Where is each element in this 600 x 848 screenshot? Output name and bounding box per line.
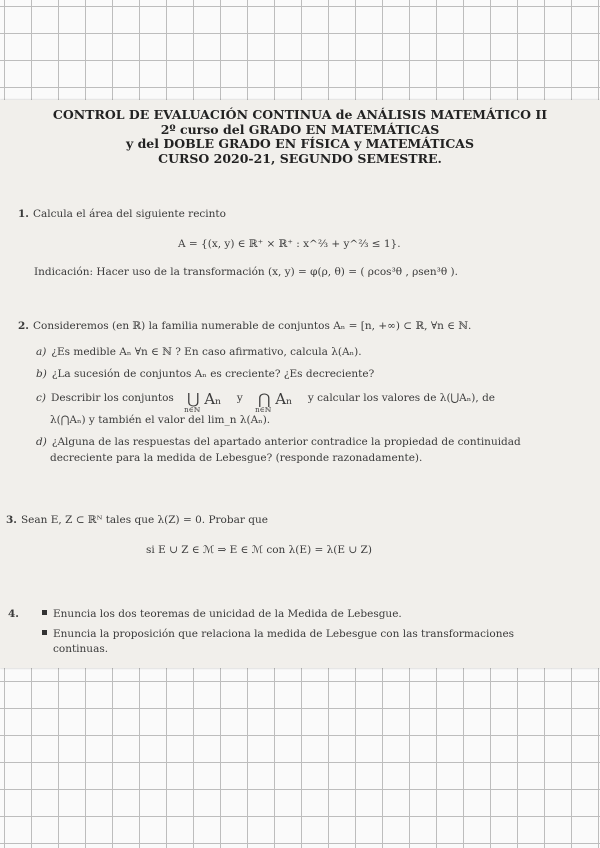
q4-bullet-2-line2: continuas. [53, 643, 109, 655]
part-text: Describir los conjuntos [50, 392, 174, 404]
part-label: a) [36, 346, 47, 358]
part-label: c) [36, 392, 46, 404]
exam-header [0, 108, 600, 166]
q2-part-b [36, 368, 374, 380]
part-text-cont: y calcular los valores de λ(⋃Aₙ), de [307, 392, 495, 404]
q1-hint: Indicación: Hacer uso de la transformación (x, y) = φ(ρ, θ) = ( ρcos³θ , ρsen³θ ). [34, 266, 458, 278]
q2-part-d-line2: decreciente para la medida de Lebesgue? (responde razonadamente). [50, 452, 423, 464]
bullet-icon [42, 630, 47, 635]
bullet-text: Enuncia la proposición que relaciona la medida de Lebesgue con las transformaciones [53, 628, 515, 640]
union-expression: ⋃ Aₙ [187, 390, 222, 408]
intersection-operator [255, 390, 293, 414]
part-label: d) [36, 436, 47, 448]
question-1 [18, 208, 226, 220]
bullet-text: Enuncia los dos teoremas de unicidad de la Medida de Lebesgue. [53, 608, 402, 620]
question-text: Consideremos (en ℝ) la familia numerable de conjuntos Aₙ = [n, +∞) ⊂ ℝ, ∀n ∈ ℕ. [32, 320, 472, 332]
question-2 [18, 320, 471, 332]
question-text: Calcula el área del siguiente recinto [32, 208, 226, 220]
header-title: CONTROL DE EVALUACIÓN CONTINUA de ANÁLISIS MATEMÁTICO II [52, 107, 548, 122]
question-number: 3. [6, 514, 17, 526]
header-year: CURSO 2020-21, SEGUNDO SEMESTRE. [158, 150, 442, 166]
q2-part-c [36, 390, 495, 414]
q1-formula: A = {(x, y) ∈ ℝ⁺ × ℝ⁺ : x^⅔ + y^⅔ ≤ 1}. [178, 238, 401, 250]
part-text: ¿Es medible Aₙ ∀n ∈ ℕ ? En caso afirmativo, calcula λ(Aₙ). [51, 346, 362, 358]
union-operator [184, 390, 222, 414]
q4-bullet-1 [42, 608, 402, 620]
question-number: 1. [18, 208, 29, 220]
header-course: 2º curso del GRADO EN MATEMÁTICAS [160, 121, 440, 137]
question-text: Sean E, Z ⊂ ℝᴺ tales que λ(Z) = 0. Probar que [20, 514, 268, 526]
part-text: ¿Alguna de las respuestas del apartado anterior contradice la propiedad de continuidad [51, 436, 521, 448]
q4-bullet-2 [42, 628, 514, 640]
q2-part-d [36, 436, 521, 448]
part-label: b) [36, 368, 47, 380]
question-number: 2. [18, 320, 29, 332]
intersection-index: n∈ℕ [255, 406, 272, 414]
q2-part-a [36, 346, 362, 358]
conjunction: y [236, 392, 243, 404]
header-degree: y del DOBLE GRADO EN FÍSICA y MATEMÁTICAS [125, 136, 475, 151]
question-3 [6, 514, 268, 526]
q3-formula: si E ∪ Z ∈ ℳ ⇒ E ∈ ℳ con λ(E) = λ(E ∪ Z) [146, 544, 372, 556]
union-index: n∈ℕ [184, 406, 201, 414]
q2-part-c-line2: λ(⋂Aₙ) y también el valor del lim_n λ(Aₙ). [50, 414, 271, 426]
question-number: 4. [8, 608, 19, 620]
question-4 [8, 608, 23, 620]
part-text: ¿La sucesión de conjuntos Aₙ es creciente? ¿Es decreciente? [51, 368, 375, 380]
intersection-expression: ⋂ Aₙ [258, 390, 293, 408]
bullet-icon [42, 610, 47, 615]
exam-sheet [0, 100, 600, 668]
